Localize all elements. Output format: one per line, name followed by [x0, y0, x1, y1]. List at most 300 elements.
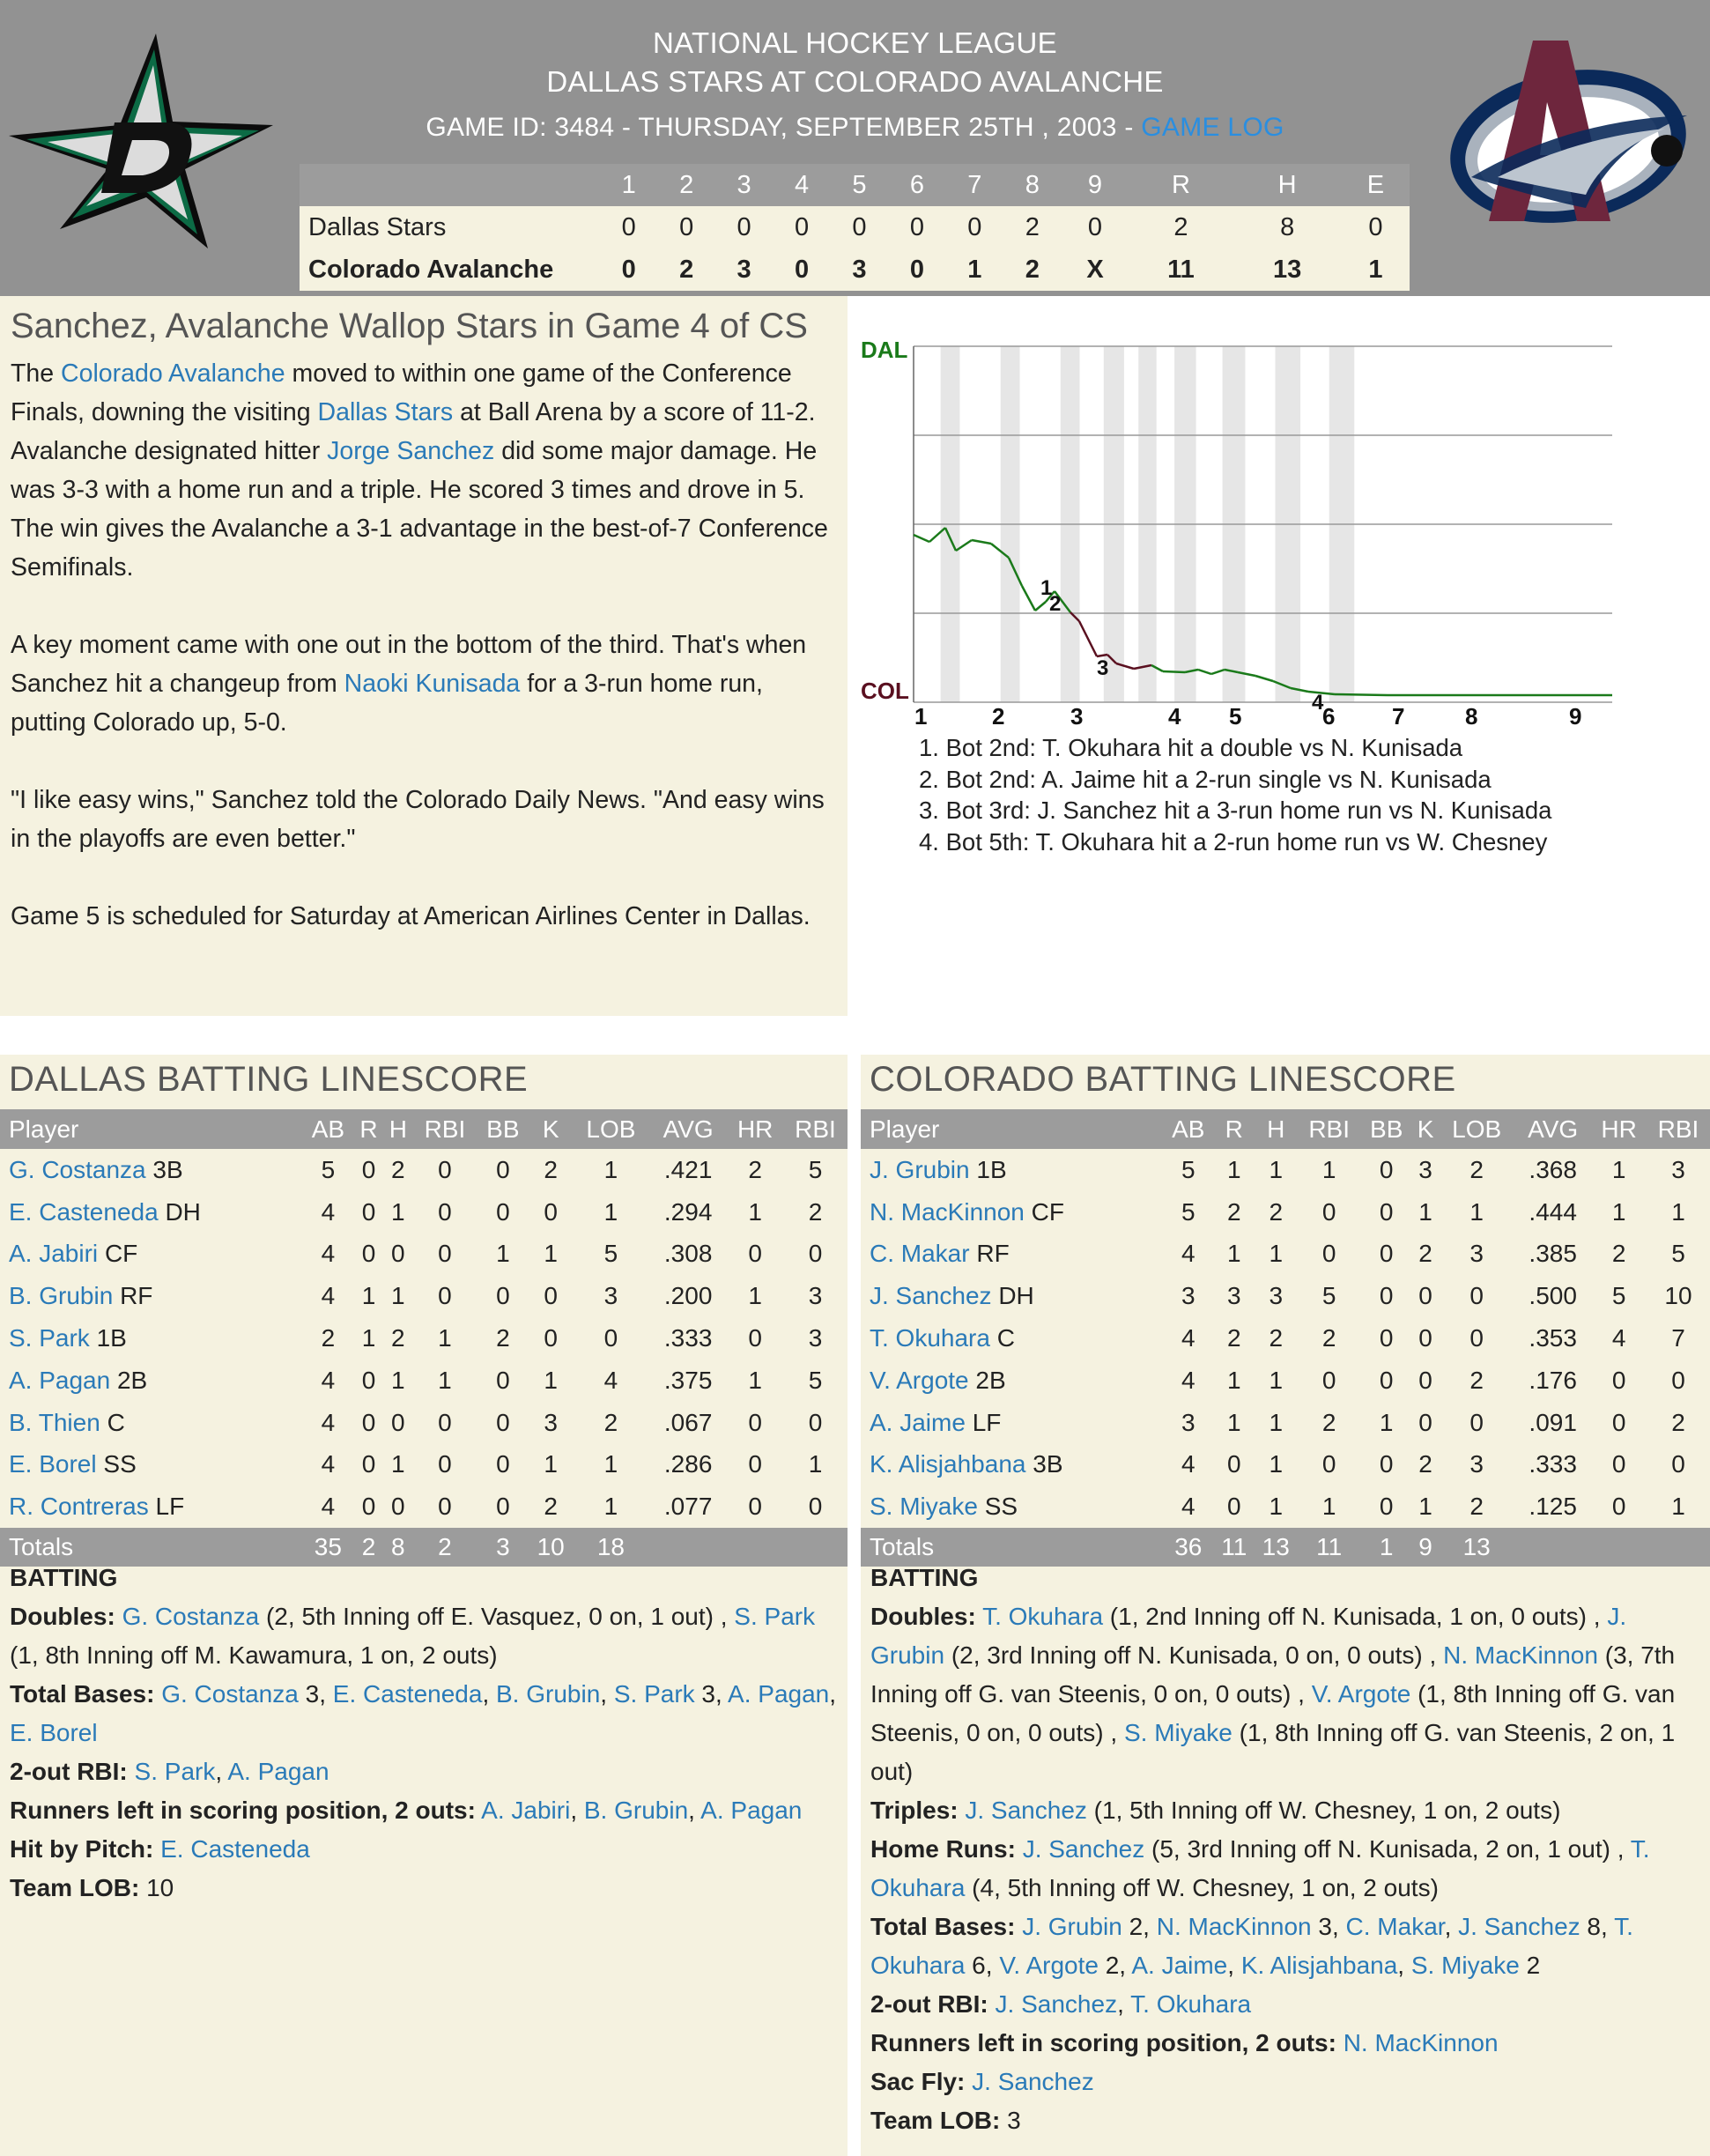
- batting-row: [0, 1402, 848, 1444]
- note-label: 2-out RBI:: [10, 1758, 128, 1785]
- batting-header-row: [861, 1109, 1710, 1149]
- flow-line-segment: [1035, 602, 1046, 611]
- stat-cell: .200: [663, 1282, 713, 1310]
- stat-cell: 0: [1611, 1450, 1626, 1478]
- player-link-a-jaime[interactable]: A. Jaime: [870, 1408, 966, 1436]
- stat-cell: 0: [496, 1197, 510, 1226]
- player-link-n-mackinnon[interactable]: N. MacKinnon: [1156, 1913, 1312, 1940]
- chart-note: 1. Bot 2nd: T. Okuhara hit a double vs N. Kunisada: [919, 734, 1463, 761]
- stat-cell: 4: [1611, 1324, 1626, 1352]
- linescore-row: [300, 206, 1410, 248]
- player-position: [159, 1198, 201, 1226]
- stat-cell: 0: [1379, 1282, 1394, 1310]
- player-link-n-mackinnon[interactable]: N. MacKinnon: [1443, 1641, 1598, 1669]
- linescore-col-header: 3: [715, 164, 773, 206]
- note-label: Runners left in scoring position, 2 outs:: [10, 1797, 476, 1824]
- totals-cell: 8: [383, 1528, 412, 1567]
- stat-cell: .176: [1529, 1366, 1577, 1394]
- player-link-t-okuhara[interactable]: T. Okuhara: [982, 1603, 1104, 1630]
- player-link-e-borel[interactable]: E. Borel: [10, 1719, 98, 1746]
- stat-cell: 1: [1611, 1197, 1626, 1226]
- stat-cell: 1: [391, 1282, 405, 1310]
- batting-row: [861, 1234, 1710, 1276]
- stat-cell: .308: [663, 1240, 713, 1268]
- player-link-e-casteneda[interactable]: E. Casteneda: [332, 1680, 483, 1708]
- stat-cell: 1: [544, 1450, 558, 1478]
- totals-cell: Totals: [861, 1528, 1163, 1567]
- colorado-batting-notes: [870, 1559, 1703, 2140]
- stat-cell: 5: [808, 1155, 823, 1183]
- stat-cell: 0: [1321, 1450, 1336, 1478]
- note-runners-left-in-scoring-position-2-outs: [870, 2024, 1703, 2063]
- player-link-s-miyake[interactable]: S. Miyake: [1123, 1719, 1233, 1746]
- batting-col-header: AB: [1163, 1109, 1214, 1149]
- note-2-out-rbi: [870, 1985, 1703, 2024]
- note-label: Home Runs:: [870, 1835, 1016, 1863]
- batting-col-header: LOB: [573, 1109, 649, 1149]
- stat-cell: 4: [1181, 1240, 1196, 1268]
- stat-cell: 3: [603, 1282, 618, 1310]
- stat-cell: 1: [1418, 1197, 1432, 1226]
- player-link-j-sanchez[interactable]: J. Sanchez: [1022, 1835, 1145, 1863]
- chart-note: 2. Bot 2nd: A. Jaime hit a 2-run single vs N. Kunisada: [919, 765, 1492, 793]
- stat-cell: 1: [603, 1155, 618, 1183]
- note-detail: ,: [215, 1758, 228, 1785]
- player-link-t-okuhara[interactable]: T. Okuhara: [870, 1913, 1633, 1979]
- player-link-a-pagan[interactable]: A. Pagan: [227, 1758, 329, 1785]
- player-link-g-costanza[interactable]: G. Costanza: [122, 1603, 260, 1630]
- player-link-j-sanchez[interactable]: J. Sanchez: [1458, 1913, 1580, 1940]
- stat-cell: 4: [321, 1493, 336, 1521]
- story-text: at Ball Arena by a score of 11-2. Avalanche designated hitter: [11, 398, 816, 465]
- stat-cell: 10: [1664, 1282, 1692, 1310]
- player-cell: [0, 1360, 302, 1402]
- stat-cell: 1: [361, 1282, 376, 1310]
- stat-cell: 4: [321, 1366, 336, 1394]
- stat-cell: .294: [663, 1197, 713, 1226]
- chart-x-tick: 6: [1322, 703, 1336, 730]
- linescore-cell: 1: [1342, 248, 1410, 291]
- player-cell: [0, 1402, 302, 1444]
- player-link-a-jaime[interactable]: A. Jaime: [1131, 1952, 1228, 1979]
- player-cell: [861, 1444, 1163, 1486]
- stat-cell: 2: [1469, 1366, 1484, 1394]
- player-link-k-alisjahbana[interactable]: K. Alisjahbana: [1240, 1952, 1398, 1979]
- colorado-batting-table: [861, 1109, 1710, 1567]
- matchup-title: DALLAS STARS AT COLORADO AVALANCHE: [546, 65, 1164, 98]
- batting-col-header: R: [1214, 1109, 1255, 1149]
- batting-row: [861, 1360, 1710, 1402]
- note-2-out-rbi: [10, 1752, 842, 1791]
- stat-cell: 0: [1379, 1366, 1394, 1394]
- chart-event-marker: 2: [1049, 592, 1062, 616]
- batting-row: [861, 1275, 1710, 1317]
- player-link-t-okuhara[interactable]: T. Okuhara: [870, 1835, 1650, 1901]
- stat-cell: 2: [1269, 1324, 1284, 1352]
- batting-row: [861, 1317, 1710, 1360]
- stat-cell: 0: [1379, 1324, 1394, 1352]
- player-link-a-jabiri[interactable]: A. Jabiri: [9, 1240, 99, 1268]
- note-label: Total Bases:: [10, 1680, 155, 1708]
- stat-cell: 2: [1269, 1197, 1284, 1226]
- chart-event-marker: 1: [1040, 576, 1053, 600]
- totals-cell: 2: [354, 1528, 383, 1567]
- chart-x-tick: 8: [1465, 703, 1478, 730]
- stat-cell: 2: [544, 1155, 558, 1183]
- stat-cell: 5: [1671, 1240, 1685, 1268]
- flow-line-segment: [1255, 676, 1273, 681]
- player-link-s-miyake[interactable]: S. Miyake: [870, 1493, 978, 1521]
- note-detail: ,: [1227, 1952, 1241, 1979]
- linescore-col-header: 9: [1062, 164, 1129, 206]
- story-text: did some major damage. He was 3-3 with a home run and a triple. He scored 3 times and drove in 5. The win gives the Avalanche a 3-1 advantage in the best-of-7 Conference Semifinals.: [11, 437, 828, 582]
- batting-row: [861, 1191, 1710, 1234]
- stat-cell: 1: [544, 1366, 558, 1394]
- note-detail: (3, 7th Inning off G. van Steenis, 0 on, 0 outs) ,: [870, 1641, 1676, 1708]
- player-position: [100, 1409, 125, 1436]
- stat-cell: 3: [808, 1282, 823, 1310]
- stat-cell: 2: [1418, 1450, 1432, 1478]
- chart-top-label: DAL: [861, 337, 908, 363]
- player-link-b-grubin[interactable]: B. Grubin: [9, 1282, 114, 1310]
- player-position: [1025, 1198, 1064, 1226]
- player-position: [992, 1282, 1034, 1309]
- stat-cell: 2: [603, 1408, 618, 1436]
- player-cell: [0, 1444, 302, 1486]
- stat-cell: 1: [603, 1197, 618, 1226]
- jorge-sanchez-link[interactable]: Jorge Sanchez: [327, 437, 495, 465]
- player-cell: [861, 1317, 1163, 1360]
- stat-cell: .333: [1529, 1450, 1577, 1478]
- note-detail: ,: [482, 1680, 496, 1708]
- note-triples: [870, 1791, 1703, 1830]
- note-label: Total Bases:: [870, 1913, 1016, 1940]
- stat-cell: 0: [1379, 1450, 1394, 1478]
- player-link-a-pagan[interactable]: A. Pagan: [700, 1797, 803, 1824]
- chart-x-tick: 5: [1229, 703, 1242, 730]
- batting-col-header: LOB: [1439, 1109, 1514, 1149]
- stat-cell: 4: [1181, 1450, 1196, 1478]
- player-link-j-grubin[interactable]: J. Grubin: [1022, 1913, 1122, 1940]
- chart-x-tick: 1: [914, 703, 928, 730]
- player-link-g-costanza[interactable]: G. Costanza: [9, 1155, 146, 1183]
- stat-cell: 1: [603, 1493, 618, 1521]
- stat-cell: 3: [1227, 1282, 1241, 1310]
- stat-cell: 0: [748, 1408, 762, 1436]
- note-label: Team LOB:: [10, 1874, 140, 1901]
- stat-cell: 1: [1269, 1155, 1284, 1183]
- stat-cell: .067: [663, 1408, 713, 1436]
- note-label: Triples:: [870, 1797, 959, 1824]
- stat-cell: 0: [1469, 1282, 1484, 1310]
- linescore-team-name: Colorado Avalanche: [300, 248, 600, 291]
- position-text: C: [107, 1408, 125, 1436]
- batting-row: [861, 1402, 1710, 1444]
- player-link-b-grubin[interactable]: B. Grubin: [496, 1680, 601, 1708]
- player-link-n-mackinnon[interactable]: N. MacKinnon: [1343, 2029, 1499, 2056]
- player-position: [110, 1367, 147, 1394]
- player-link-a-pagan[interactable]: A. Pagan: [9, 1366, 111, 1394]
- stat-cell: .091: [1529, 1408, 1577, 1436]
- note-team-lob: [10, 1869, 842, 1908]
- player-link-v-argote[interactable]: V. Argote: [999, 1952, 1099, 1979]
- note-label: Doubles:: [10, 1603, 115, 1630]
- batting-row: [0, 1191, 848, 1234]
- stat-cell: 0: [808, 1240, 823, 1268]
- batting-col-header: RBI: [783, 1109, 848, 1149]
- note-detail: ,: [1117, 1990, 1131, 2018]
- stat-cell: 0: [361, 1408, 376, 1436]
- batting-row: [0, 1234, 848, 1276]
- linescore-cell: 0: [600, 248, 657, 291]
- stat-cell: 2: [391, 1155, 405, 1183]
- stat-cell: 5: [321, 1155, 336, 1183]
- linescore-col-header: 5: [831, 164, 888, 206]
- linescore-col-header: 6: [888, 164, 945, 206]
- stat-cell: 1: [1379, 1408, 1394, 1436]
- stat-cell: 1: [1321, 1155, 1336, 1183]
- totals-cell: 10: [529, 1528, 573, 1567]
- stat-cell: 0: [1379, 1240, 1394, 1268]
- player-link-s-park[interactable]: S. Park: [134, 1758, 216, 1785]
- colorado-avalanche-link[interactable]: Colorado Avalanche: [61, 359, 285, 388]
- player-link-n-mackinnon[interactable]: N. MacKinnon: [870, 1197, 1025, 1226]
- chart-x-tick: 3: [1070, 703, 1084, 730]
- stat-cell: 0: [1379, 1197, 1394, 1226]
- stat-cell: 2: [1321, 1324, 1336, 1352]
- stat-cell: .286: [663, 1450, 713, 1478]
- batting-row: [0, 1149, 848, 1191]
- dallas-stars-link[interactable]: Dallas Stars: [317, 398, 454, 426]
- flow-line-segment: [1022, 586, 1035, 611]
- note-label: Runners left in scoring position, 2 outs:: [870, 2029, 1336, 2056]
- note-detail: (1, 2nd Inning off N. Kunisada, 1 on, 0 outs) ,: [1103, 1603, 1608, 1630]
- linescore-col-header: R: [1129, 164, 1233, 206]
- player-link-e-borel[interactable]: E. Borel: [9, 1450, 97, 1478]
- stat-cell: 1: [1269, 1240, 1284, 1268]
- player-link-j-sanchez[interactable]: J. Sanchez: [965, 1797, 1087, 1824]
- player-link-s-miyake[interactable]: S. Miyake: [1410, 1952, 1520, 1979]
- position-text: RF: [120, 1282, 153, 1310]
- stat-cell: 1: [1611, 1155, 1626, 1183]
- totals-cell: 35: [302, 1528, 354, 1567]
- player-link-j-grubin[interactable]: J. Grubin: [870, 1603, 1627, 1669]
- stat-cell: 0: [748, 1240, 762, 1268]
- stat-cell: 0: [1227, 1450, 1241, 1478]
- note-detail: 3,: [1311, 1913, 1346, 1940]
- stat-cell: 3: [1181, 1282, 1196, 1310]
- position-text: 1B: [96, 1324, 127, 1352]
- player-link-j-sanchez[interactable]: J. Sanchez: [995, 1990, 1118, 2018]
- linescore-cell: 8: [1233, 206, 1342, 248]
- stat-cell: 0: [496, 1282, 510, 1310]
- batting-col-header: BB: [477, 1109, 529, 1149]
- chart-event-marker: 4: [1312, 691, 1324, 715]
- player-link-j-sanchez[interactable]: J. Sanchez: [870, 1282, 992, 1310]
- batting-row: [861, 1444, 1710, 1486]
- stat-cell: 1: [361, 1324, 376, 1352]
- stat-cell: 5: [1611, 1282, 1626, 1310]
- position-text: 3B: [152, 1155, 183, 1183]
- note-sac-fly: [870, 2063, 1703, 2101]
- player-link-a-pagan[interactable]: A. Pagan: [728, 1680, 830, 1708]
- note-label: Team LOB:: [870, 2107, 1001, 2134]
- player-cell: [0, 1191, 302, 1234]
- naoki-kunisada-link[interactable]: Naoki Kunisada: [344, 670, 521, 698]
- dallas-batting-notes: [10, 1559, 842, 1908]
- stat-cell: 2: [496, 1324, 510, 1352]
- linescore-col-header: 7: [946, 164, 1003, 206]
- batting-col-header: AB: [302, 1109, 354, 1149]
- game-log-link[interactable]: GAME LOG: [1141, 113, 1284, 142]
- stat-cell: 0: [1671, 1366, 1685, 1394]
- stat-cell: 4: [321, 1408, 336, 1436]
- player-link-v-argote[interactable]: V. Argote: [1311, 1680, 1411, 1708]
- stat-cell: 1: [748, 1366, 762, 1394]
- stat-cell: 0: [1227, 1493, 1241, 1521]
- stat-cell: 2: [544, 1493, 558, 1521]
- player-link-s-park[interactable]: S. Park: [9, 1324, 90, 1352]
- linescore-cell: 0: [1342, 206, 1410, 248]
- stat-cell: .444: [1529, 1197, 1577, 1226]
- player-link-t-okuhara[interactable]: T. Okuhara: [870, 1324, 990, 1352]
- player-position: [970, 1156, 1007, 1183]
- stat-cell: 0: [438, 1240, 452, 1268]
- note-team-lob: [870, 2101, 1703, 2140]
- chart-x-tick: 2: [992, 703, 1005, 730]
- stat-cell: 0: [438, 1197, 452, 1226]
- linescore-cell: 0: [888, 248, 945, 291]
- player-position: [146, 1156, 183, 1183]
- stat-cell: 0: [438, 1408, 452, 1436]
- totals-cell: 2: [412, 1528, 477, 1567]
- player-link-v-argote[interactable]: V. Argote: [870, 1366, 969, 1394]
- linescore-cell: 0: [773, 206, 830, 248]
- stat-cell: 4: [321, 1197, 336, 1226]
- dallas-batting-title: DALLAS BATTING LINESCORE: [9, 1060, 529, 1099]
- story-body: [11, 354, 839, 974]
- note-detail: 3,: [298, 1680, 333, 1708]
- totals-cell: 9: [1412, 1528, 1440, 1567]
- stat-cell: 0: [361, 1197, 376, 1226]
- stat-cell: 2: [1321, 1408, 1336, 1436]
- note-detail: 2,: [1121, 1913, 1157, 1940]
- player-link-e-casteneda[interactable]: E. Casteneda: [9, 1197, 159, 1226]
- note-total-bases: [870, 1908, 1703, 1985]
- note-value: 10: [146, 1874, 174, 1901]
- stat-cell: 0: [361, 1155, 376, 1183]
- note-detail: 8,: [1580, 1913, 1615, 1940]
- linescore-col-header: 8: [1003, 164, 1061, 206]
- stat-cell: 0: [544, 1197, 558, 1226]
- story-paragraph: "I like easy wins," Sanchez told the Colorado Daily News. "And easy wins in the playoffs are even better.": [11, 786, 825, 853]
- player-position: [149, 1493, 184, 1520]
- chart-notes: [919, 732, 1551, 857]
- stat-cell: 0: [361, 1450, 376, 1478]
- note-detail: 2,: [1098, 1952, 1132, 1979]
- stat-cell: 0: [808, 1493, 823, 1521]
- stat-cell: 0: [1321, 1366, 1336, 1394]
- player-link-r-contreras[interactable]: R. Contreras: [9, 1493, 149, 1521]
- batting-row: [861, 1149, 1710, 1191]
- stat-cell: 0: [748, 1493, 762, 1521]
- game-header: [0, 0, 1710, 296]
- player-position: [97, 1450, 137, 1478]
- batting-col-header: Player: [0, 1109, 302, 1149]
- linescore-cell: 0: [946, 206, 1003, 248]
- stat-cell: 1: [544, 1240, 558, 1268]
- position-text: 3B: [1033, 1450, 1063, 1478]
- stat-cell: 0: [361, 1493, 376, 1521]
- position-text: DH: [998, 1282, 1034, 1310]
- stat-cell: 1: [438, 1366, 452, 1394]
- stat-cell: 4: [321, 1240, 336, 1268]
- note-label: Doubles:: [870, 1603, 976, 1630]
- batting-col-header: AVG: [1514, 1109, 1591, 1149]
- batting-col-header: BB: [1361, 1109, 1412, 1149]
- player-link-c-makar[interactable]: C. Makar: [1345, 1913, 1445, 1940]
- player-link-j-grubin[interactable]: J. Grubin: [870, 1155, 970, 1183]
- linescore-team-name: Dallas Stars: [300, 206, 600, 248]
- stat-cell: 3: [1671, 1155, 1685, 1183]
- position-text: 2B: [975, 1366, 1006, 1394]
- player-link-s-park[interactable]: S. Park: [734, 1603, 816, 1630]
- player-cell: [0, 1485, 302, 1528]
- stat-cell: 1: [748, 1197, 762, 1226]
- stat-cell: 2: [808, 1197, 823, 1226]
- linescore-row: [300, 248, 1410, 291]
- player-link-b-thien[interactable]: B. Thien: [9, 1408, 100, 1436]
- batting-col-header: H: [1255, 1109, 1298, 1149]
- linescore-cell: 2: [1003, 248, 1061, 291]
- stat-cell: 1: [603, 1450, 618, 1478]
- player-link-b-grubin[interactable]: B. Grubin: [583, 1797, 689, 1824]
- batting-col-header: HR: [1591, 1109, 1647, 1149]
- linescore-cell: 3: [831, 248, 888, 291]
- stat-cell: 4: [321, 1282, 336, 1310]
- stat-cell: 0: [748, 1324, 762, 1352]
- player-cell: [861, 1234, 1163, 1276]
- position-text: DH: [165, 1197, 201, 1226]
- player-link-e-casteneda[interactable]: E. Casteneda: [160, 1835, 310, 1863]
- position-text: SS: [984, 1493, 1018, 1521]
- player-link-a-jabiri[interactable]: A. Jabiri: [481, 1797, 571, 1824]
- stat-cell: 1: [1418, 1493, 1432, 1521]
- chart-note: 3. Bot 3rd: J. Sanchez hit a 3-run home run vs N. Kunisada: [919, 796, 1552, 824]
- stat-cell: 0: [391, 1408, 405, 1436]
- player-link-t-okuhara[interactable]: T. Okuhara: [1130, 1990, 1252, 2018]
- note-detail: (1, 5th Inning off W. Chesney, 1 on, 2 outs): [1086, 1797, 1561, 1824]
- player-link-k-alisjahbana[interactable]: K. Alisjahbana: [870, 1450, 1026, 1478]
- note-runners-left-in-scoring-position-2-outs: [10, 1791, 842, 1830]
- player-link-s-park[interactable]: S. Park: [613, 1680, 695, 1708]
- player-link-g-costanza[interactable]: G. Costanza: [161, 1680, 299, 1708]
- player-link-c-makar[interactable]: C. Makar: [870, 1240, 970, 1268]
- note-detail: (4, 5th Inning off W. Chesney, 1 on, 2 outs): [965, 1874, 1439, 1901]
- stat-cell: .421: [663, 1155, 713, 1183]
- stat-cell: 0: [1418, 1324, 1432, 1352]
- stat-cell: 0: [1469, 1408, 1484, 1436]
- player-link-j-sanchez[interactable]: J. Sanchez: [972, 2068, 1094, 2095]
- stat-cell: 1: [1469, 1197, 1484, 1226]
- dallas-batting-panel: [0, 1055, 848, 2156]
- player-cell: [0, 1317, 302, 1360]
- stat-cell: 0: [1469, 1324, 1484, 1352]
- flow-line-segment: [1198, 670, 1211, 674]
- stat-cell: 0: [438, 1450, 452, 1478]
- stat-cell: 0: [544, 1282, 558, 1310]
- totals-cell: 1: [1361, 1528, 1412, 1567]
